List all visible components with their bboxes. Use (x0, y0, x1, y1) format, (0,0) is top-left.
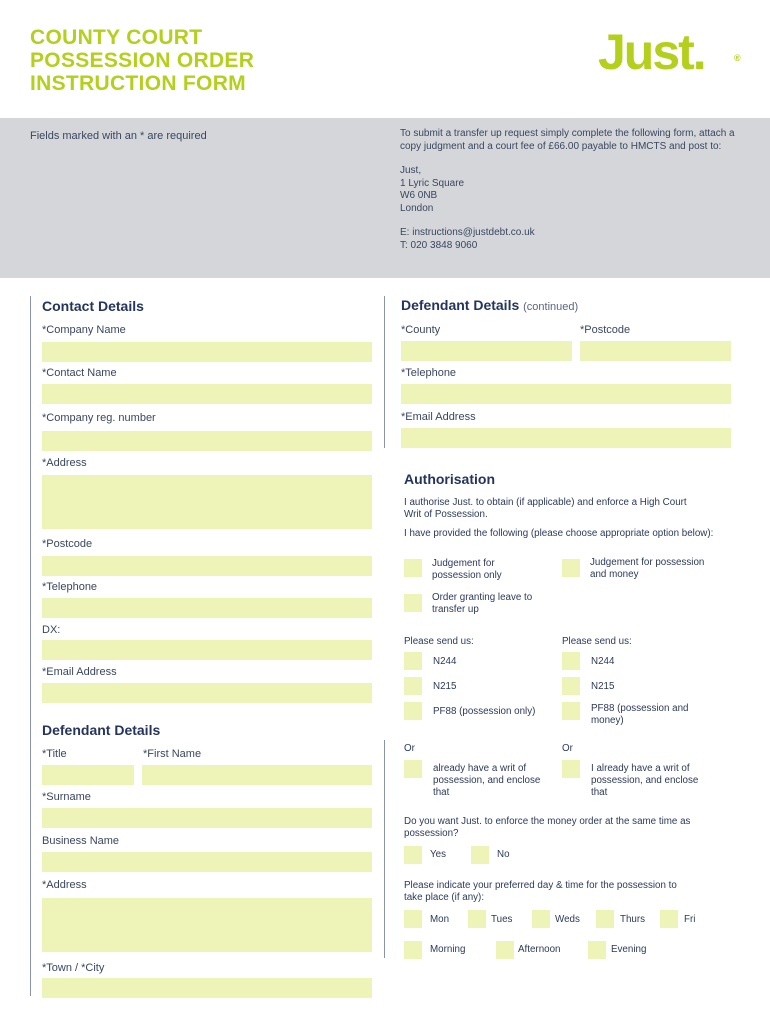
instructions-text: To submit a transfer up request simply complete the following form, attach a copy judgment and a court fee of £66.00 payable to HMCTS and post to: (400, 128, 735, 152)
tues-checkbox[interactable] (468, 910, 486, 928)
defendant-postcode-field[interactable] (580, 341, 731, 361)
defendant-telephone-field[interactable] (401, 384, 731, 404)
form-title-line: INSTRUCTION FORM (30, 72, 246, 95)
continued-label: (continued) (523, 301, 579, 313)
address-line: W6 0NB (400, 190, 438, 201)
address-label: *Address (42, 457, 87, 469)
defendant-continued-heading (401, 297, 578, 313)
afternoon-label: Afternoon (518, 944, 561, 955)
logo-text: Just. (598, 24, 705, 80)
judgement-possession-money-checkbox[interactable] (562, 559, 580, 577)
address-field[interactable] (42, 475, 372, 529)
pf88-left-checkbox[interactable] (404, 702, 422, 720)
county-label: *County (401, 324, 441, 336)
yes-label: Yes (430, 849, 446, 860)
weds-label: Weds (555, 914, 580, 925)
n244-right-checkbox[interactable] (562, 652, 580, 670)
mon-checkbox[interactable] (404, 910, 422, 928)
defendant-continued-title: Defendant Details (401, 297, 520, 313)
company-name-field[interactable] (42, 342, 372, 362)
pf88-right-checkbox[interactable] (562, 702, 580, 720)
contact-email: E: instructions@justdebt.co.uk (400, 227, 535, 238)
postcode-field[interactable] (42, 556, 372, 576)
enforce-question: Do you want Just. to enforce the money order at the same time as possession? (404, 816, 691, 839)
no-label: No (497, 849, 510, 860)
yes-checkbox[interactable] (404, 846, 422, 864)
business-name-label: Business Name (42, 835, 120, 847)
evening-checkbox[interactable] (588, 941, 606, 959)
surname-label: *Surname (42, 791, 91, 803)
pf88-right-label: PF88 (possession and money) (591, 703, 689, 726)
divider (384, 740, 385, 958)
surname-field[interactable] (42, 808, 372, 828)
registered-mark: ® (734, 53, 741, 63)
email-label: *Email Address (42, 666, 117, 678)
afternoon-checkbox[interactable] (496, 941, 514, 959)
n215-left-label: N215 (433, 681, 457, 692)
submission-instructions (400, 128, 750, 252)
please-send-right-label: Please send us: (562, 636, 632, 647)
address-line: Just, (400, 165, 422, 176)
evening-label: Evening (611, 944, 647, 955)
judgement-possession-money-label: Judgement for possession and money (590, 557, 705, 580)
dx-label: DX: (42, 624, 61, 636)
divider (30, 296, 31, 996)
tues-label: Tues (491, 914, 513, 925)
town-city-label: *Town / *City (42, 962, 105, 974)
n215-right-label: N215 (591, 681, 615, 692)
or-left-label: Or (404, 743, 415, 754)
title-field[interactable] (42, 765, 134, 785)
defendant-address-label: *Address (42, 879, 87, 891)
contact-details-heading: Contact Details (42, 298, 144, 314)
just-logo (598, 24, 741, 80)
required-note: Fields marked with an * are required (30, 130, 207, 142)
defendant-telephone-label: *Telephone (401, 367, 457, 379)
defendant-details-heading: Defendant Details (42, 722, 161, 738)
judgement-possession-only-label: Judgement for possession only (432, 558, 502, 581)
form-title-line: COUNTY COURT (30, 26, 203, 49)
or-right-label: Or (562, 743, 573, 754)
business-name-field[interactable] (42, 852, 372, 872)
contact-name-label: *Contact Name (42, 367, 117, 379)
contact-info (400, 227, 750, 252)
please-send-left-label: Please send us: (404, 636, 474, 647)
email-field[interactable] (42, 683, 372, 703)
company-reg-label: *Company reg. number (42, 412, 156, 424)
divider (384, 296, 385, 448)
writ-left-label: already have a writ of possession, and enclose that (433, 763, 541, 798)
defendant-email-field[interactable] (401, 428, 731, 448)
company-name-label: *Company Name (42, 324, 126, 336)
writ-right-label: I already have a writ of possession, and enclose that (591, 763, 699, 798)
address-line: 1 Lyric Square (400, 177, 465, 189)
authorisation-heading: Authorisation (404, 471, 495, 487)
company-reg-field[interactable] (42, 431, 372, 451)
pf88-left-label: PF88 (possession only) (433, 706, 536, 717)
thurs-label: Thurs (620, 914, 646, 925)
postcode-label: *Postcode (42, 538, 93, 550)
intro-panel (0, 118, 770, 278)
n244-left-checkbox[interactable] (404, 652, 422, 670)
order-leave-label: Order granting leave to transfer up (432, 592, 533, 615)
order-leave-checkbox[interactable] (404, 594, 422, 612)
morning-label: Morning (430, 944, 466, 955)
county-field[interactable] (401, 341, 572, 361)
writ-right-checkbox[interactable] (562, 760, 580, 778)
n215-left-checkbox[interactable] (404, 677, 422, 695)
contact-phone: T: 020 3848 9060 (400, 239, 478, 251)
mon-label: Mon (430, 914, 450, 925)
dx-field[interactable] (42, 640, 372, 660)
title-label: *Title (42, 748, 67, 760)
thurs-checkbox[interactable] (596, 910, 614, 928)
town-city-field[interactable] (42, 978, 372, 998)
first-name-label: *First Name (143, 748, 202, 760)
address-line: London (400, 202, 434, 214)
defendant-postcode-label: *Postcode (580, 324, 631, 336)
contact-name-field[interactable] (42, 384, 372, 404)
morning-checkbox[interactable] (404, 941, 422, 959)
defendant-address-field[interactable] (42, 898, 372, 952)
weds-checkbox[interactable] (532, 910, 550, 928)
first-name-field[interactable] (142, 765, 372, 785)
defendant-email-label: *Email Address (401, 411, 476, 423)
judgement-possession-only-checkbox[interactable] (404, 559, 422, 577)
telephone-label: *Telephone (42, 581, 98, 593)
postal-address (400, 165, 750, 215)
n244-right-label: N244 (591, 656, 615, 667)
preferred-time-text: Please indicate your preferred day & time for the possession to take place (if any): (404, 880, 677, 903)
provided-text: I have provided the following (please choose appropriate option below): (404, 528, 714, 539)
form-title-line: POSSESSION ORDER (30, 49, 255, 72)
n215-right-checkbox[interactable] (562, 677, 580, 695)
n244-left-label: N244 (433, 656, 457, 667)
form-title (30, 26, 370, 95)
fri-checkbox[interactable] (660, 910, 678, 928)
authorise-text: I authorise Just. to obtain (if applicable) and enforce a High Court Writ of Possession. (404, 497, 687, 520)
fri-label: Fri (684, 914, 696, 925)
no-checkbox[interactable] (471, 846, 489, 864)
writ-left-checkbox[interactable] (404, 760, 422, 778)
telephone-field[interactable] (42, 598, 372, 618)
